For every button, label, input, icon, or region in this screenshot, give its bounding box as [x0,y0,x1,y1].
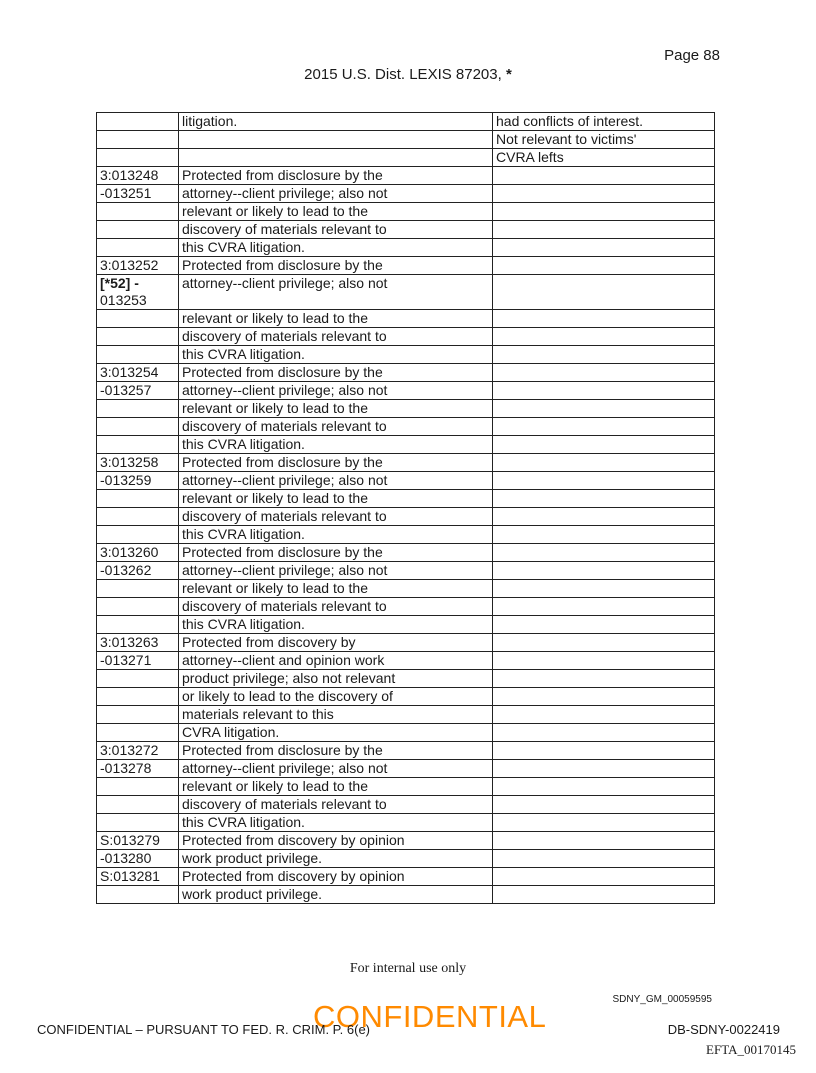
relevance-note-cell [493,400,715,418]
table-row [97,580,715,598]
privilege-reason-cell: or likely to lead to the discovery of [179,688,493,706]
relevance-note-cell [493,454,715,472]
document-number-cell: -013257 [97,382,179,400]
privilege-reason-cell: attorney--client privilege; also not [179,760,493,778]
document-number-cell: 3:013252 [97,257,179,275]
document-number-cell: 3:013258 [97,454,179,472]
table-row [97,490,715,508]
privilege-reason-cell: this CVRA litigation. [179,526,493,544]
privilege-reason-cell: attorney--client privilege; also not [179,275,493,310]
star-page-marker: [*52] - [100,275,139,291]
privilege-reason-cell: work product privilege. [179,886,493,904]
document-number-cell: -013262 [97,562,179,580]
relevance-note-cell [493,526,715,544]
document-number-cell [97,670,179,688]
table-row [97,221,715,239]
privilege-reason-cell: this CVRA litigation. [179,814,493,832]
table-row [97,454,715,472]
privilege-reason-cell: discovery of materials relevant to [179,796,493,814]
table-row [97,670,715,688]
table-row [97,418,715,436]
privilege-reason-cell: this CVRA litigation. [179,616,493,634]
document-number-cell [97,149,179,167]
document-number-cell: 3:013260 [97,544,179,562]
table-row [97,203,715,221]
relevance-note-cell: CVRA lefts [493,149,715,167]
document-number-cell: 3:013272 [97,742,179,760]
privilege-reason-cell [179,149,493,167]
relevance-note-cell [493,580,715,598]
relevance-note-cell [493,328,715,346]
document-number-cell: S:013279 [97,832,179,850]
privilege-log-body [97,113,715,904]
privilege-reason-cell: this CVRA litigation. [179,436,493,454]
document-number-cell [97,400,179,418]
privilege-reason-cell: Protected from discovery by [179,634,493,652]
document-number-cell [97,113,179,131]
relevance-note-cell [493,598,715,616]
relevance-note-cell [493,688,715,706]
table-row [97,239,715,257]
document-number-cell [97,310,179,328]
privilege-reason-cell: relevant or likely to lead to the [179,400,493,418]
privilege-reason-cell: this CVRA litigation. [179,239,493,257]
privilege-reason-cell: attorney--client privilege; also not [179,562,493,580]
relevance-note-cell [493,490,715,508]
privilege-reason-cell: Protected from discovery by opinion [179,868,493,886]
relevance-note-cell [493,886,715,904]
privilege-reason-cell: work product privilege. [179,850,493,868]
confidential-stamp: CONFIDENTIAL [313,999,547,1034]
internal-use-notice: For internal use only [349,961,467,976]
privilege-reason-cell: discovery of materials relevant to [179,418,493,436]
relevance-note-cell [493,382,715,400]
table-row [97,346,715,364]
document-number-cell [97,526,179,544]
star-marker: * [505,66,512,83]
table-row [97,652,715,670]
table-row [97,310,715,328]
table-row [97,886,715,904]
document-number-cell [97,814,179,832]
relevance-note-cell [493,796,715,814]
privilege-reason-cell: this CVRA litigation. [179,346,493,364]
relevance-note-cell [493,310,715,328]
privilege-log-table [96,112,715,904]
privilege-reason-cell: Protected from discovery by opinion [179,832,493,850]
relevance-note-cell [493,868,715,886]
privilege-reason-cell: relevant or likely to lead to the [179,203,493,221]
table-row [97,562,715,580]
relevance-note-cell [493,364,715,382]
privilege-reason-cell: litigation. [179,113,493,131]
document-number-cell [97,706,179,724]
document-number-cell [97,131,179,149]
relevance-note-cell [493,778,715,796]
relevance-note-cell [493,760,715,778]
table-row [97,113,715,131]
relevance-note-cell [493,724,715,742]
document-number-cell [97,436,179,454]
privilege-reason-cell: discovery of materials relevant to [179,328,493,346]
table-row [97,131,715,149]
relevance-note-cell [493,508,715,526]
document-number-cell [97,886,179,904]
table-row [97,868,715,886]
relevance-note-cell [493,634,715,652]
document-number-continued: 013253 [100,292,147,308]
document-number-cell [97,490,179,508]
footer-confidential-notice: CONFIDENTIAL – PURSUANT TO FED. R. CRIM. P. 6(e) [37,1022,371,1037]
document-number-cell: -013271 [97,652,179,670]
relevance-note-cell [493,185,715,203]
table-row [97,257,715,275]
relevance-note-cell [493,472,715,490]
relevance-note-cell [493,652,715,670]
document-number-cell [97,724,179,742]
relevance-note-cell [493,221,715,239]
document-number-cell [97,508,179,526]
document-number-cell [97,418,179,436]
table-row [97,706,715,724]
privilege-reason-cell: attorney--client privilege; also not [179,382,493,400]
privilege-reason-cell: relevant or likely to lead to the [179,778,493,796]
privilege-reason-cell: attorney--client privilege; also not [179,185,493,203]
table-row [97,167,715,185]
relevance-note-cell [493,670,715,688]
relevance-note-cell [493,257,715,275]
document-number-cell [97,796,179,814]
table-row [97,508,715,526]
privilege-reason-cell: attorney--client and opinion work [179,652,493,670]
table-row [97,526,715,544]
relevance-note-cell [493,203,715,221]
table-row [97,400,715,418]
privilege-reason-cell: Protected from disclosure by the [179,364,493,382]
table-row [97,598,715,616]
document-number-cell [97,616,179,634]
document-number-cell [97,688,179,706]
table-row [97,796,715,814]
document-number-cell [97,328,179,346]
table-row [97,149,715,167]
privilege-reason-cell: Protected from disclosure by the [179,167,493,185]
document-number-cell: 3:013263 [97,634,179,652]
table-row [97,275,715,310]
relevance-note-cell [493,706,715,724]
document-number-cell [97,239,179,257]
document-number-cell: -013278 [97,760,179,778]
privilege-reason-cell: product privilege; also not relevant [179,670,493,688]
relevance-note-cell [493,742,715,760]
document-number-cell [97,203,179,221]
table-row [97,364,715,382]
privilege-reason-cell: discovery of materials relevant to [179,598,493,616]
table-row [97,760,715,778]
table-row [97,382,715,400]
relevance-note-cell [493,616,715,634]
citation-text: 2015 U.S. Dist. LEXIS 87203, [304,66,502,83]
footer-doc-id: DB-SDNY-0022419 [667,1022,780,1037]
document-number-cell [97,598,179,616]
document-number-cell [97,275,179,310]
privilege-reason-cell: attorney--client privilege; also not [179,472,493,490]
privilege-reason-cell: relevant or likely to lead to the [179,580,493,598]
table-row [97,724,715,742]
document-number-cell: 3:013248 [97,167,179,185]
relevance-note-cell: Not relevant to victims' [493,131,715,149]
privilege-reason-cell [179,131,493,149]
relevance-note-cell [493,418,715,436]
document-number-cell [97,346,179,364]
relevance-note-cell [493,167,715,185]
efta-number: EFTA_00170145 [706,1042,796,1057]
privilege-reason-cell: Protected from disclosure by the [179,544,493,562]
table-row [97,778,715,796]
table-row [97,472,715,490]
relevance-note-cell: had conflicts of interest. [493,113,715,131]
relevance-note-cell [493,239,715,257]
table-row [97,832,715,850]
table-row [97,688,715,706]
relevance-note-cell [493,832,715,850]
privilege-reason-cell: relevant or likely to lead to the [179,490,493,508]
relevance-note-cell [493,814,715,832]
table-row [97,814,715,832]
table-row [97,742,715,760]
privilege-reason-cell: Protected from disclosure by the [179,454,493,472]
document-number-cell [97,221,179,239]
case-citation [0,66,816,83]
table-row [97,185,715,203]
privilege-reason-cell: discovery of materials relevant to [179,221,493,239]
table-row [97,436,715,454]
relevance-note-cell [493,346,715,364]
table-row [97,328,715,346]
page-number: Page 88 [664,47,720,64]
document-number-cell: -013259 [97,472,179,490]
privilege-reason-cell: Protected from disclosure by the [179,257,493,275]
privilege-reason-cell: materials relevant to this [179,706,493,724]
privilege-reason-cell: relevant or likely to lead to the [179,310,493,328]
relevance-note-cell [493,562,715,580]
document-number-cell [97,580,179,598]
table-row [97,850,715,868]
table-row [97,616,715,634]
table-row [97,634,715,652]
document-number-cell [97,778,179,796]
relevance-note-cell [493,436,715,454]
document-number-cell: -013251 [97,185,179,203]
privilege-reason-cell: Protected from disclosure by the [179,742,493,760]
relevance-note-cell [493,544,715,562]
table-row [97,544,715,562]
bates-number: SDNY_GM_00059595 [612,994,712,1005]
document-number-cell: S:013281 [97,868,179,886]
privilege-reason-cell: discovery of materials relevant to [179,508,493,526]
relevance-note-cell [493,850,715,868]
document-number-cell: -013280 [97,850,179,868]
relevance-note-cell [493,275,715,310]
document-number-cell: 3:013254 [97,364,179,382]
privilege-reason-cell: CVRA litigation. [179,724,493,742]
